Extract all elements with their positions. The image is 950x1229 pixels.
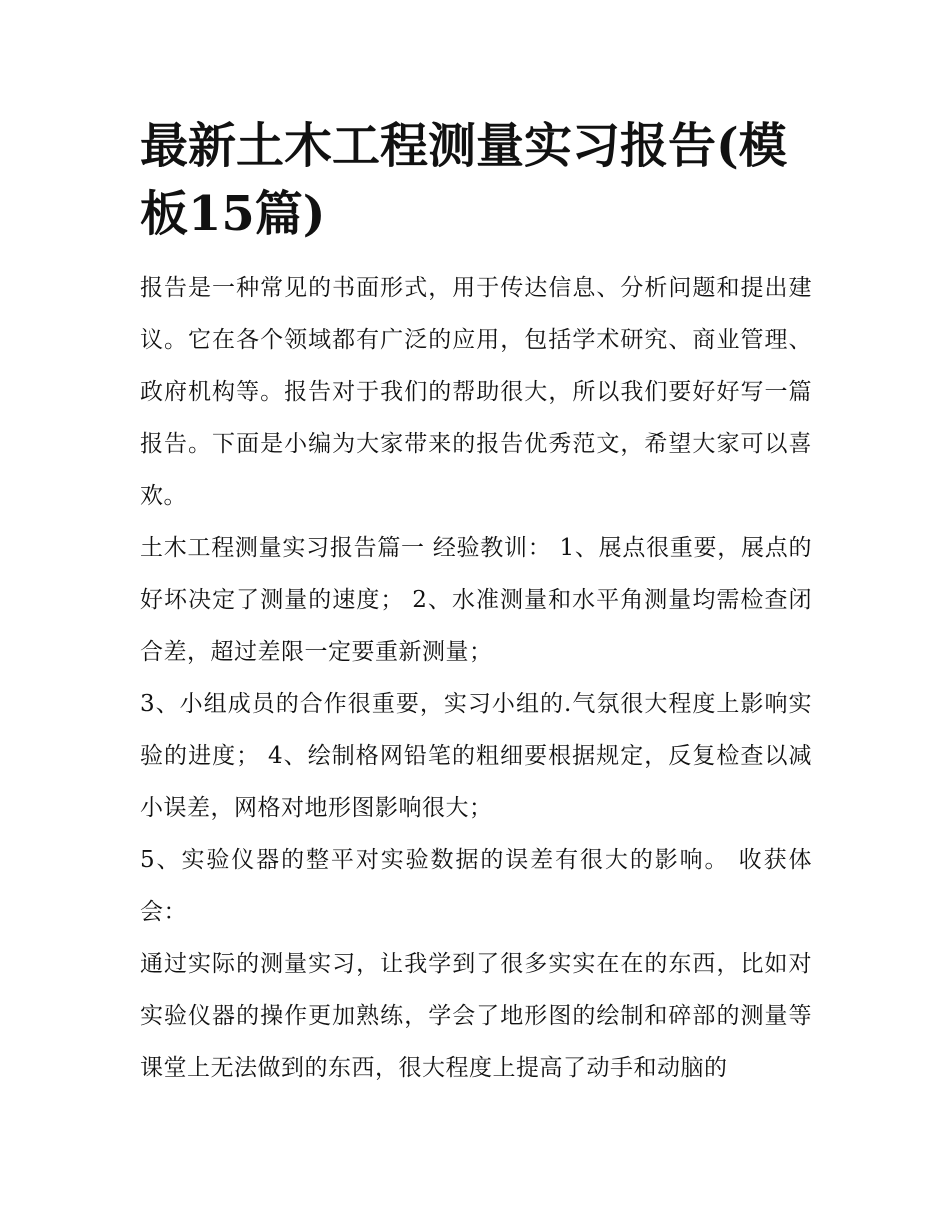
paragraph-intro: 报告是一种常见的书面形式，用于传达信息、分析问题和提出建议。它在各个领域都有广泛的应用，包括学术研究、商业管理、政府机构等。报告对于我们的帮助很大，所以我们要好好写一篇报告。下面是小编为大家带来的报告优秀范文，希望大家可以喜欢。: [140, 275, 812, 509]
paragraph-lessons-5: 5、实验仪器的整平对实验数据的误差有很大的影响。 收获体会：: [140, 847, 812, 925]
document-page: [140, 112, 812, 1094]
document-body: [140, 262, 812, 1094]
paragraph-lessons-1-2: 土木工程测量实习报告篇一 经验教训： 1、展点很重要，展点的好坏决定了测量的速度； 2、水准测量和水平角测量均需检查闭合差，超过差限一定要重新测量；: [140, 535, 812, 665]
paragraph-lessons-3-4: 3、小组成员的合作很重要，实习小组的.气氛很大程度上影响实验的进度； 4、绘制格网铅笔的粗细要根据规定，反复检查以减小误差，网格对地形图影响很大；: [140, 691, 812, 821]
document-title: 最新土木工程测量实习报告(模板15篇): [140, 118, 787, 242]
paragraph-experience: 通过实际的测量实习，让我学到了很多实实在在的东西，比如对实验仪器的操作更加熟练，学会了地形图的绘制和碎部的测量等课堂上无法做到的东西，很大程度上提高了动手和动脑的: [140, 951, 812, 1081]
